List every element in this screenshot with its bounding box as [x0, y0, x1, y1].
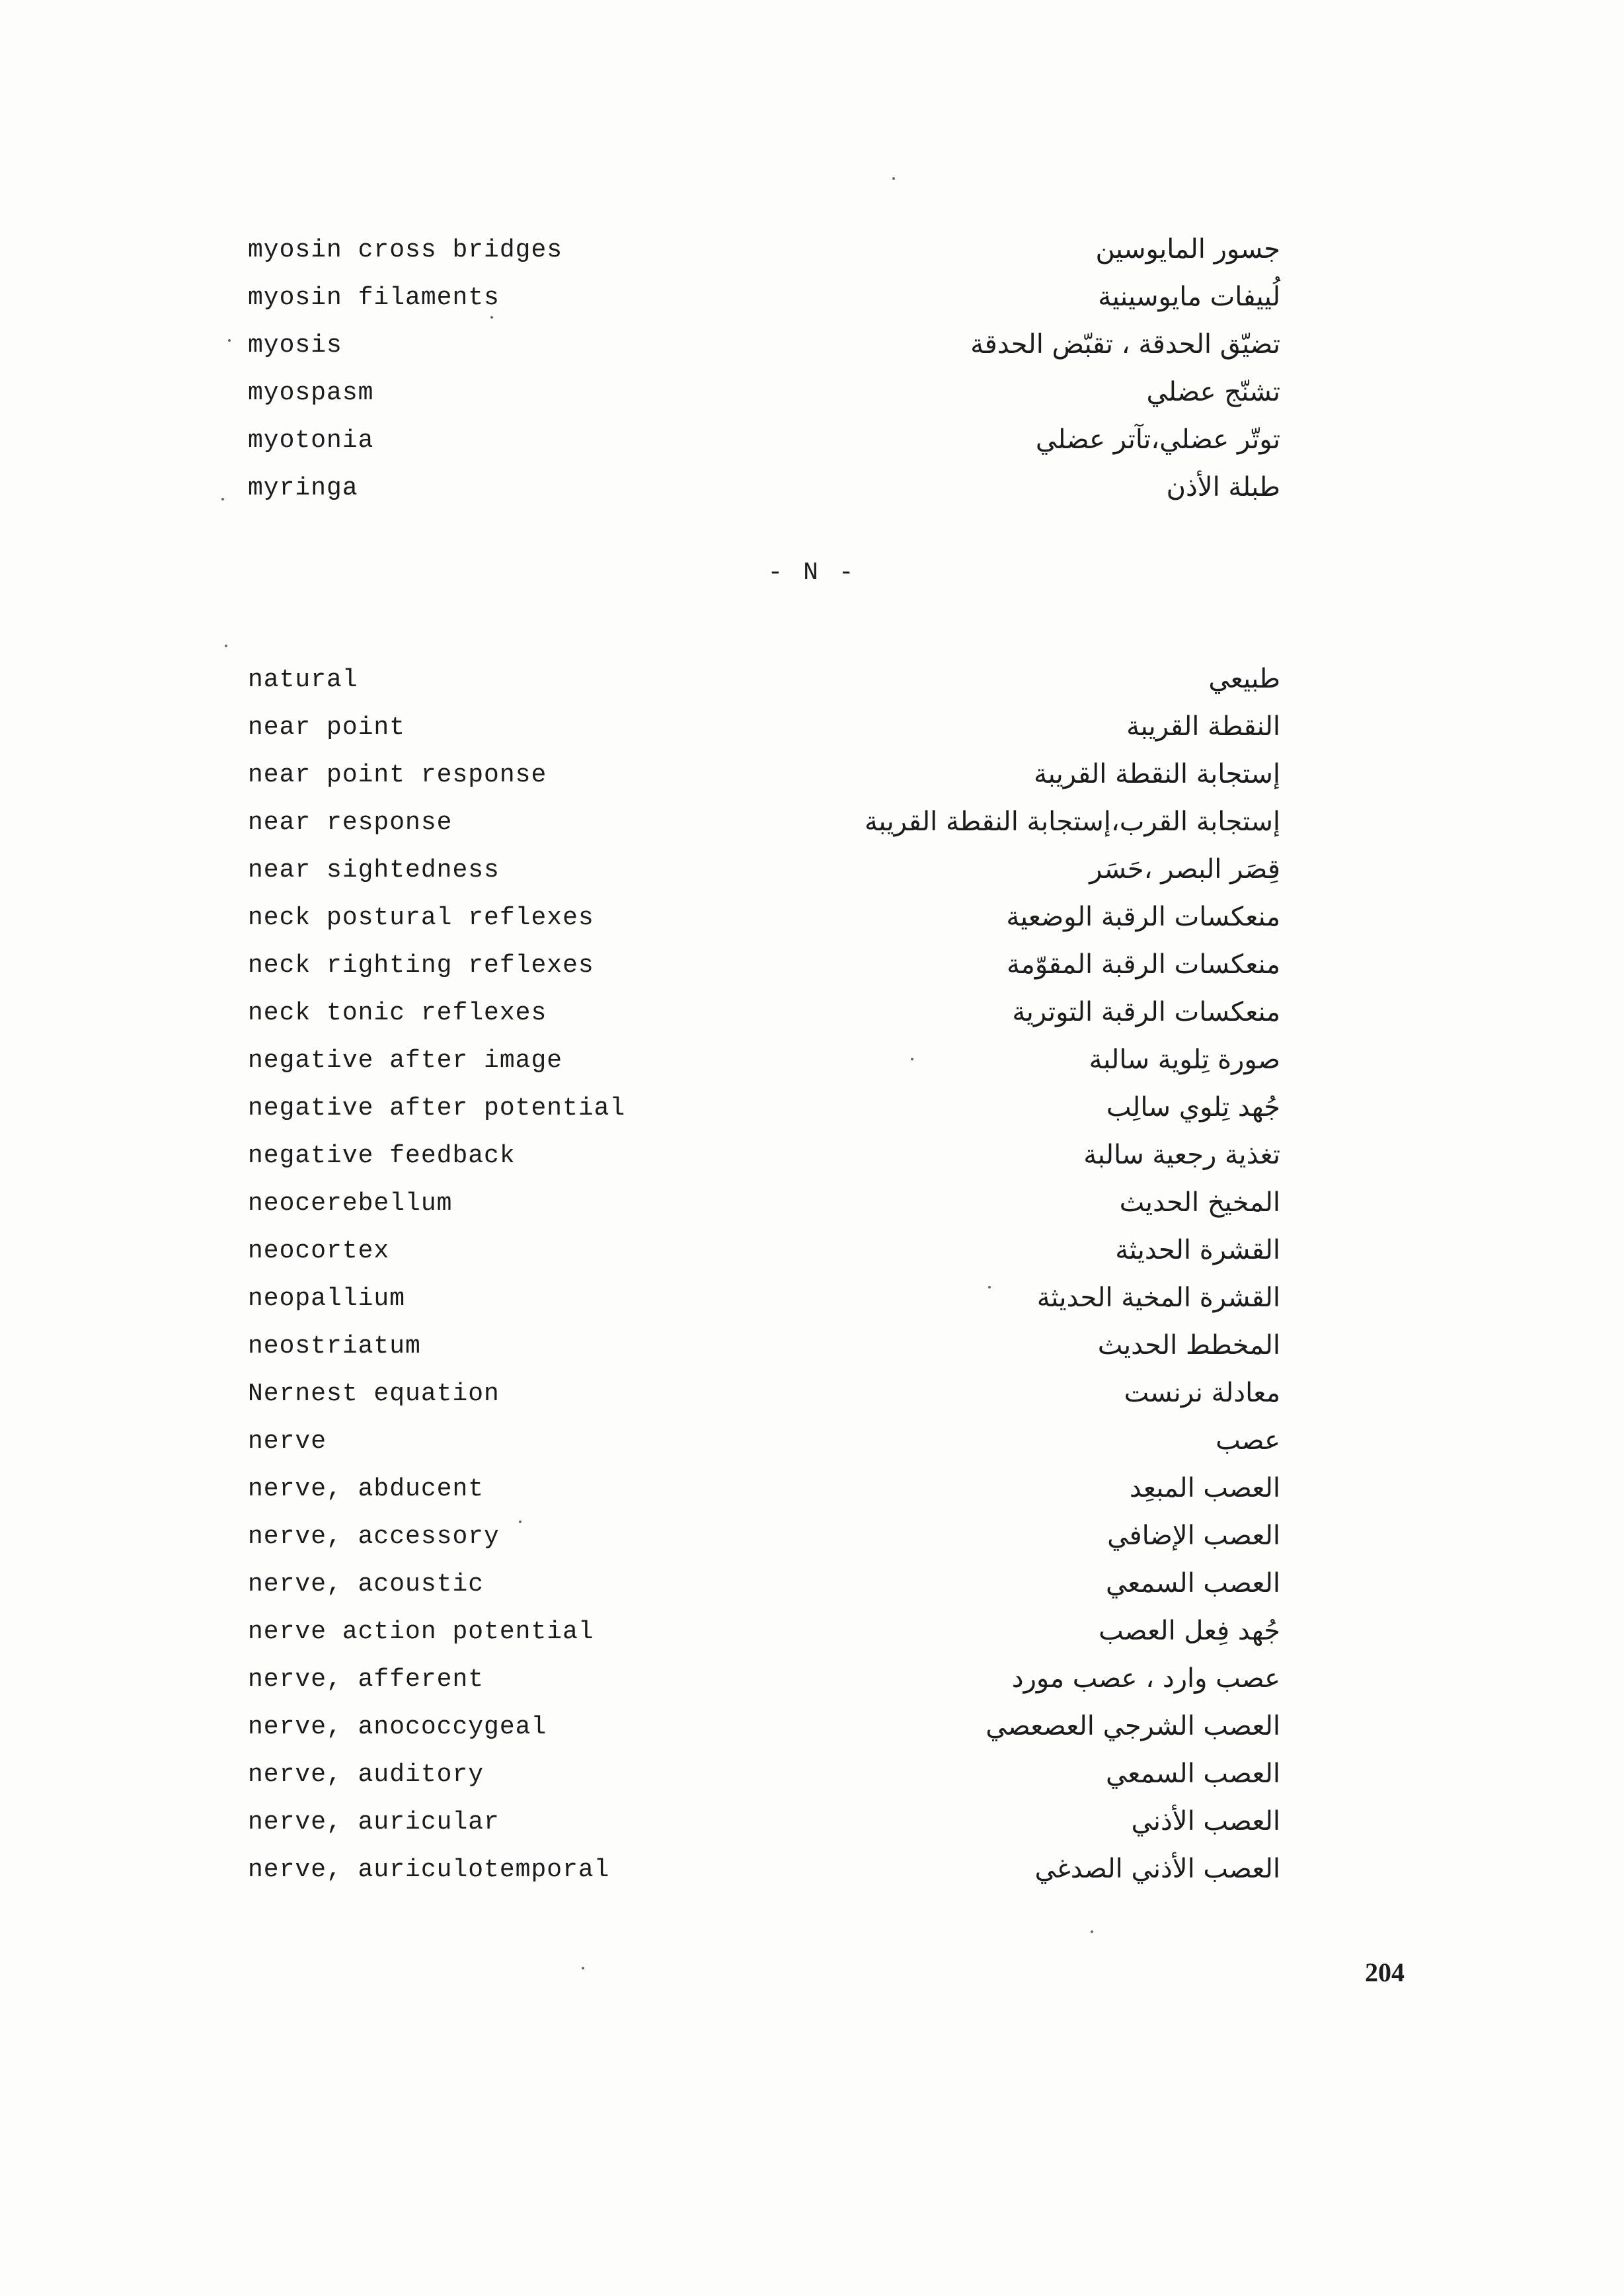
- dictionary-entry: [0, 1086, 1624, 1134]
- arabic-translation: طبيعي: [1208, 664, 1280, 694]
- scan-speck: [228, 339, 231, 342]
- dictionary-entry: [0, 1372, 1624, 1419]
- scan-speck: [225, 645, 227, 647]
- english-term: neocerebellum: [248, 1189, 453, 1218]
- english-term: myringa: [248, 474, 358, 502]
- arabic-translation: العصب المبعِد: [1129, 1473, 1280, 1503]
- english-term: nerve, auriculotemporal: [248, 1856, 610, 1884]
- arabic-translation: لُييفات مايوسينية: [1098, 282, 1280, 312]
- dictionary-entry: [0, 1134, 1624, 1181]
- scan-speck: [582, 1967, 584, 1969]
- dictionary-entry: [0, 991, 1624, 1039]
- arabic-translation: المخيخ الحديث: [1119, 1187, 1280, 1218]
- english-term: near response: [248, 809, 453, 837]
- scan-speck: [519, 1521, 522, 1523]
- page-number: 204: [1365, 1958, 1405, 1987]
- dictionary-entry: [0, 1277, 1624, 1324]
- english-term: natural: [248, 666, 358, 694]
- arabic-translation: منعكسات الرقبة المقوّمة: [1006, 949, 1280, 980]
- arabic-translation: قِصَر البصر ،حَسَر: [1089, 854, 1280, 885]
- dictionary-entry: [0, 705, 1624, 753]
- arabic-translation: العصب الشرجي العصعصي: [986, 1711, 1280, 1741]
- arabic-translation: تغذية رجعية سالبة: [1083, 1140, 1280, 1170]
- arabic-translation: منعكسات الرقبة التوترية: [1012, 997, 1280, 1027]
- arabic-translation: المخطط الحديث: [1097, 1330, 1280, 1361]
- arabic-translation: صورة تِلوية سالبة: [1089, 1045, 1280, 1075]
- dictionary-entry: [0, 1181, 1624, 1229]
- english-term: neostriatum: [248, 1332, 421, 1361]
- english-term: myospasm: [248, 379, 374, 407]
- scan-speck: [1091, 1930, 1093, 1933]
- dictionary-entry: [0, 1610, 1624, 1657]
- english-term: neocortex: [248, 1237, 390, 1265]
- scan-speck: [892, 177, 895, 180]
- english-term: myosis: [248, 331, 342, 360]
- dictionary-entry: [0, 1562, 1624, 1610]
- english-term: negative after potential: [248, 1094, 626, 1123]
- english-term: Nernest equation: [248, 1380, 500, 1408]
- english-term: myosin cross bridges: [248, 236, 563, 264]
- scan-speck: [490, 316, 493, 319]
- dictionary-entry: [0, 466, 1624, 514]
- arabic-translation: منعكسات الرقبة الوضعية: [1006, 902, 1280, 932]
- dictionary-entry: [0, 228, 1624, 276]
- dictionary-entry: [0, 276, 1624, 323]
- scan-speck: [988, 1286, 991, 1288]
- english-term: nerve action potential: [248, 1618, 594, 1646]
- english-term: negative after image: [248, 1047, 563, 1075]
- dictionary-entry: [0, 1229, 1624, 1277]
- dictionary-entry: [0, 1657, 1624, 1705]
- english-term: myosin filaments: [248, 284, 500, 312]
- dictionary-entry: [0, 801, 1624, 848]
- dictionary-entry: [0, 896, 1624, 943]
- arabic-translation: القشرة الحديثة: [1115, 1235, 1280, 1265]
- arabic-translation: العصب السمعي: [1105, 1759, 1280, 1789]
- arabic-translation: العصب الإضافي: [1107, 1521, 1280, 1551]
- english-term: neck tonic reflexes: [248, 999, 547, 1027]
- english-term: nerve, auricular: [248, 1808, 500, 1837]
- english-term: near point response: [248, 761, 547, 789]
- arabic-translation: عصب: [1216, 1425, 1280, 1456]
- arabic-translation: القشرة المخية الحديثة: [1036, 1283, 1280, 1313]
- dictionary-entry: [0, 1800, 1624, 1848]
- english-term: nerve: [248, 1427, 327, 1456]
- dictionary-entry: [0, 1753, 1624, 1800]
- english-term: nerve, abducent: [248, 1475, 484, 1503]
- section-heading: - N -: [767, 559, 857, 587]
- arabic-translation: إستجابة النقطة القريبة: [1034, 759, 1280, 789]
- arabic-translation: العصب الأذني الصدغي: [1034, 1854, 1280, 1884]
- arabic-translation: توتّر عضلي،تآتر عضلي: [1035, 424, 1280, 455]
- dictionary-entry: [0, 943, 1624, 991]
- dictionary-entry: [0, 1039, 1624, 1086]
- arabic-translation: العصب السمعي: [1105, 1568, 1280, 1599]
- dictionary-entry: [0, 848, 1624, 896]
- english-term: neck righting reflexes: [248, 951, 594, 980]
- dictionary-entry: [0, 1705, 1624, 1753]
- english-term: nerve, accessory: [248, 1523, 500, 1551]
- scan-speck: [911, 1058, 913, 1060]
- arabic-translation: جُهد تِلوي سالِب: [1106, 1092, 1280, 1123]
- dictionary-entry: [0, 1515, 1624, 1562]
- english-term: nerve, acoustic: [248, 1570, 484, 1599]
- arabic-translation: تضيّق الحدقة ، تقبّض الحدقة: [970, 329, 1280, 360]
- dictionary-entry: [0, 323, 1624, 371]
- dictionary-entry: [0, 753, 1624, 801]
- english-term: neopallium: [248, 1285, 406, 1313]
- arabic-translation: طبلة الأذن: [1166, 472, 1280, 502]
- dictionary-entry: [0, 418, 1624, 466]
- arabic-translation: معادلة نرنست: [1124, 1378, 1280, 1408]
- dictionary-entry: [0, 1467, 1624, 1515]
- english-term: neck postural reflexes: [248, 904, 594, 932]
- arabic-translation: النقطة القريبة: [1126, 711, 1280, 742]
- english-term: myotonia: [248, 426, 374, 455]
- dictionary-entry: [0, 658, 1624, 705]
- dictionary-entry: [0, 1848, 1624, 1895]
- english-term: nerve, anococcygeal: [248, 1713, 547, 1741]
- arabic-translation: تشنّج عضلي: [1146, 377, 1280, 407]
- arabic-translation: إستجابة القرب،إستجابة النقطة القريبة: [864, 807, 1280, 837]
- english-term: negative feedback: [248, 1142, 516, 1170]
- arabic-translation: عصب وارد ، عصب مورد: [1011, 1663, 1280, 1694]
- english-term: near point: [248, 713, 406, 742]
- dictionary-entry: [0, 1419, 1624, 1467]
- arabic-translation: جُهد فِعل العصب: [1099, 1616, 1280, 1646]
- dictionary-entry: [0, 371, 1624, 418]
- scan-speck: [221, 498, 224, 500]
- english-term: near sightedness: [248, 856, 500, 885]
- arabic-translation: جسور المايوسين: [1095, 234, 1280, 264]
- english-term: nerve, auditory: [248, 1761, 484, 1789]
- arabic-translation: العصب الأذني: [1131, 1806, 1280, 1837]
- dictionary-entry: [0, 1324, 1624, 1372]
- english-term: nerve, afferent: [248, 1665, 484, 1694]
